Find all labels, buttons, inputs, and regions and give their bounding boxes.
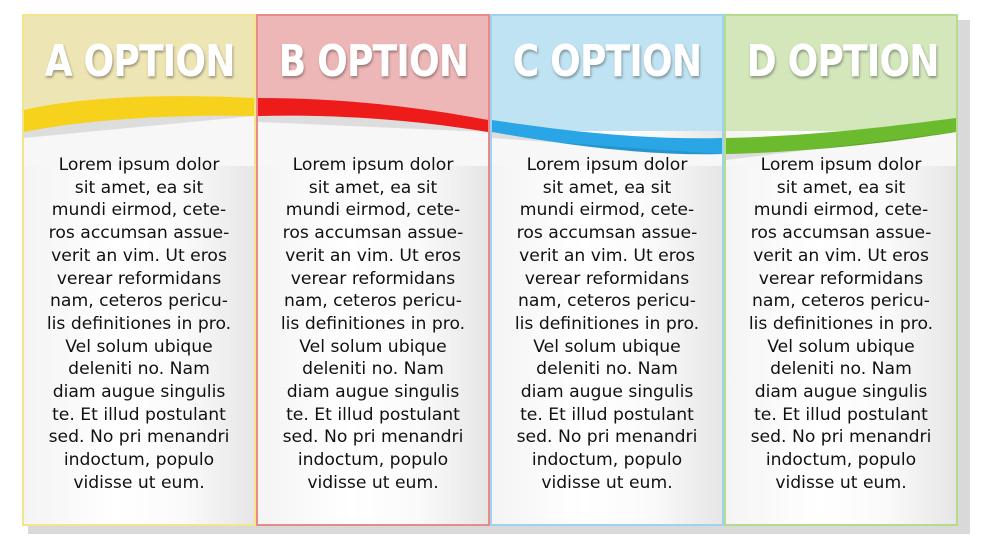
description-line: sed. No pri menandri bbox=[282, 427, 464, 448]
description-line: te. Et illud postulant bbox=[754, 404, 928, 425]
description-line: sit amet, ea sit bbox=[542, 177, 672, 198]
description-line: verit an vim. Ut eros bbox=[519, 245, 695, 266]
description-line: te. Et illud postulant bbox=[286, 404, 460, 425]
description-line: lis definitiones in pro. bbox=[748, 313, 934, 334]
description-line: mundi eirmod, cete- bbox=[519, 200, 695, 221]
description-line: sit amet, ea sit bbox=[308, 177, 438, 198]
description-line: Lorem ipsum dolor bbox=[292, 155, 454, 175]
description-line: vidisse ut eum. bbox=[73, 472, 205, 493]
option-panel-b bbox=[256, 14, 490, 526]
description-line: Lorem ipsum dolor bbox=[58, 155, 220, 175]
description-line: lis definitiones in pro. bbox=[280, 313, 466, 334]
description-line: mundi eirmod, cete- bbox=[51, 200, 227, 221]
description-line: verear reformidans bbox=[290, 268, 456, 289]
description-line: deleniti no. Nam bbox=[770, 359, 912, 380]
description-line: indoctum, populo bbox=[765, 450, 917, 471]
description-line: sit amet, ea sit bbox=[74, 177, 204, 198]
option-description-c bbox=[500, 154, 714, 495]
description-line: Vel solum ubique bbox=[299, 336, 447, 357]
description-line: verear reformidans bbox=[758, 268, 924, 289]
description-line: indoctum, populo bbox=[297, 450, 449, 471]
description-line: deleniti no. Nam bbox=[536, 359, 678, 380]
option-body-b bbox=[258, 136, 488, 524]
description-line: diam augue singulis bbox=[754, 382, 928, 403]
option-title-a: A OPTION bbox=[44, 36, 235, 87]
description-line: sed. No pri menandri bbox=[516, 427, 698, 448]
option-body-c bbox=[492, 136, 722, 524]
description-line: mundi eirmod, cete- bbox=[285, 200, 461, 221]
description-line: deleniti no. Nam bbox=[302, 359, 444, 380]
description-line: vidisse ut eum. bbox=[541, 472, 673, 493]
description-line: indoctum, populo bbox=[531, 450, 683, 471]
description-line: Vel solum ubique bbox=[65, 336, 213, 357]
description-line: ros accumsan assue- bbox=[750, 223, 932, 244]
description-line: ros accumsan assue- bbox=[48, 223, 230, 244]
option-description-b bbox=[266, 154, 480, 495]
description-line: verit an vim. Ut eros bbox=[285, 245, 461, 266]
description-line: lis definitiones in pro. bbox=[46, 313, 232, 334]
description-line: te. Et illud postulant bbox=[52, 404, 226, 425]
description-line: Vel solum ubique bbox=[767, 336, 915, 357]
option-panel-d bbox=[724, 14, 958, 526]
description-line: Lorem ipsum dolor bbox=[760, 155, 922, 175]
option-title-d: D OPTION bbox=[746, 36, 939, 87]
description-line: Lorem ipsum dolor bbox=[526, 155, 688, 175]
description-line: indoctum, populo bbox=[63, 450, 215, 471]
description-line: Vel solum ubique bbox=[533, 336, 681, 357]
description-line: sed. No pri menandri bbox=[750, 427, 932, 448]
description-line: verit an vim. Ut eros bbox=[753, 245, 929, 266]
description-line: verear reformidans bbox=[524, 268, 690, 289]
description-line: vidisse ut eum. bbox=[775, 472, 907, 493]
description-line: vidisse ut eum. bbox=[307, 472, 439, 493]
option-panel-c bbox=[490, 14, 724, 526]
description-line: nam, ceteros pericu- bbox=[752, 291, 930, 312]
description-line: sed. No pri menandri bbox=[48, 427, 230, 448]
description-line: te. Et illud postulant bbox=[520, 404, 694, 425]
description-line: mundi eirmod, cete- bbox=[753, 200, 929, 221]
description-line: verear reformidans bbox=[56, 268, 222, 289]
option-title-c: C OPTION bbox=[512, 36, 702, 87]
description-line: ros accumsan assue- bbox=[516, 223, 698, 244]
option-description-d bbox=[734, 154, 948, 495]
description-line: lis definitiones in pro. bbox=[514, 313, 700, 334]
option-panel-a bbox=[22, 14, 256, 526]
description-line: sit amet, ea sit bbox=[776, 177, 906, 198]
description-line: nam, ceteros pericu- bbox=[50, 291, 228, 312]
option-description-a bbox=[32, 154, 246, 495]
option-body-d bbox=[726, 136, 956, 524]
description-line: deleniti no. Nam bbox=[68, 359, 210, 380]
option-body-a bbox=[24, 136, 254, 524]
description-line: nam, ceteros pericu- bbox=[518, 291, 696, 312]
option-title-b: B OPTION bbox=[278, 36, 469, 87]
description-line: diam augue singulis bbox=[286, 382, 460, 403]
description-line: diam augue singulis bbox=[52, 382, 226, 403]
description-line: diam augue singulis bbox=[520, 382, 694, 403]
description-line: nam, ceteros pericu- bbox=[284, 291, 462, 312]
description-line: ros accumsan assue- bbox=[282, 223, 464, 244]
description-line: verit an vim. Ut eros bbox=[51, 245, 227, 266]
